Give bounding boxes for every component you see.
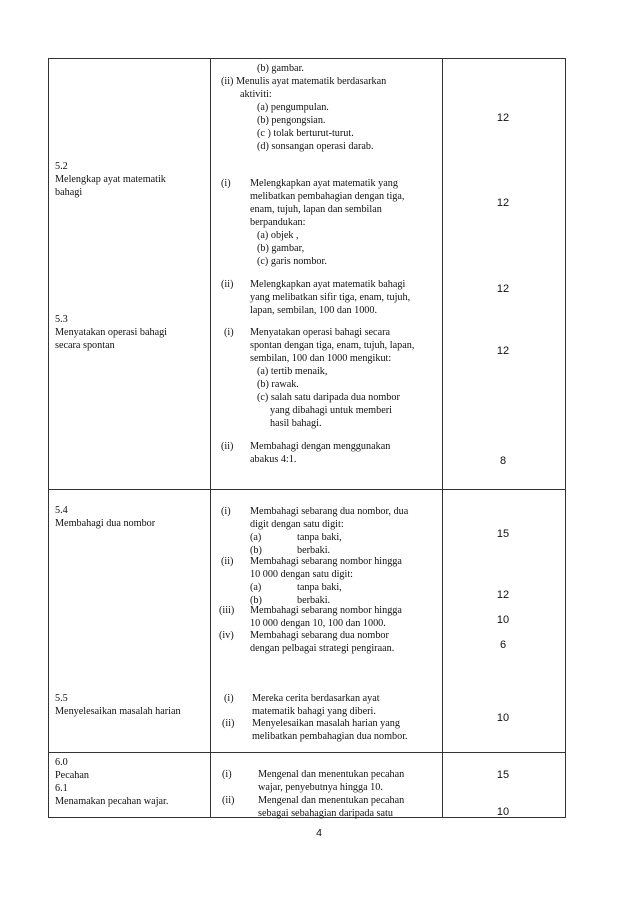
objective-marker: (a) (250, 532, 262, 543)
topic-title: Menyatakan operasi bahagi (55, 327, 168, 338)
objective-line: berbaki. (297, 545, 331, 556)
objective-line: Membahagi sebarang nombor hingga (250, 556, 402, 567)
objective-marker: (i) (221, 506, 231, 517)
topic-title: secara spontan (55, 340, 115, 351)
objective-marker: (b) (250, 545, 262, 556)
objective-line: Melengkapkan ayat matematik bahagi (250, 279, 406, 290)
objective-marker: (ii) (221, 441, 234, 452)
objective-line: (a) objek , (257, 230, 299, 241)
topic-title: Menamakan pecahan wajar. (55, 796, 169, 807)
objective-line: spontan dengan tiga, enam, tujuh, lapan, (250, 340, 415, 351)
objective-line: (a) pengumpulan. (257, 102, 329, 113)
objective-line: yang melibatkan sifir tiga, enam, tujuh, (250, 292, 411, 303)
objective-marker: (iv) (219, 630, 234, 641)
objective-marker: (i) (222, 769, 232, 780)
topic-number: 6.0 (55, 757, 68, 768)
objective-marker: (ii) (221, 556, 234, 567)
row-divider (48, 489, 566, 490)
table-border-top (48, 58, 566, 59)
period-count: 15 (496, 769, 510, 781)
objective-line: abakus 4:1. (250, 454, 297, 465)
objective-line: (b) gambar. (257, 63, 304, 74)
objective-line: lapan, sembilan, 100 dan 1000. (250, 305, 378, 316)
objective-line: hasil bahagi. (270, 418, 322, 429)
objective-line: (ii) Menulis ayat matematik berdasarkan (221, 76, 387, 87)
objective-line: 10 000 dengan satu digit: (250, 569, 353, 580)
period-count: 12 (496, 589, 510, 601)
topic-title: Pecahan (55, 770, 89, 781)
topic-number: 5.5 (55, 693, 68, 704)
objective-line: sembilan, 100 dan 1000 mengikut: (250, 353, 392, 364)
topic-number: 5.4 (55, 505, 68, 516)
topic-number: 5.3 (55, 314, 68, 325)
period-count: 15 (496, 528, 510, 540)
objective-marker: (ii) (221, 279, 234, 290)
topic-title: Menyelesaikan masalah harian (55, 706, 181, 717)
objective-line: Membahagi sebarang dua nombor (250, 630, 389, 641)
objective-marker: (ii) (222, 718, 235, 729)
objective-line: 10 000 dengan 10, 100 dan 1000. (250, 618, 386, 629)
period-count: 12 (496, 112, 510, 124)
page-number: 4 (316, 827, 322, 839)
objective-line: (b) pengongsian. (257, 115, 326, 126)
objective-line: Membahagi sebarang dua nombor, dua (250, 506, 409, 517)
objective-line: Melengkapkan ayat matematik yang (250, 178, 398, 189)
period-count: 10 (496, 614, 510, 626)
objective-line: Menyelesaikan masalah harian yang (252, 718, 400, 729)
objective-line: Mengenal dan menentukan pecahan (258, 795, 405, 806)
objective-line: aktiviti: (240, 89, 272, 100)
column-divider (210, 58, 211, 818)
table-border-right (565, 58, 566, 818)
objective-line: tanpa baki, (297, 582, 342, 593)
period-count: 12 (496, 345, 510, 357)
objective-line: (c) garis nombor. (257, 256, 327, 267)
objective-line: Mereka cerita berdasarkan ayat (252, 693, 380, 704)
period-count: 10 (496, 712, 510, 724)
objective-marker: (i) (224, 327, 234, 338)
objective-marker: (b) (250, 595, 262, 606)
objective-line: enam, tujuh, lapan dan sembilan (250, 204, 382, 215)
objective-marker: (ii) (222, 795, 235, 806)
objective-line: (b) gambar, (257, 243, 305, 254)
period-count: 10 (496, 806, 510, 818)
objective-line: sebagai sebahagian daripada satu (258, 808, 393, 819)
row-divider (48, 752, 566, 753)
objective-line: berbaki. (297, 595, 331, 606)
topic-title: bahagi (55, 187, 83, 198)
period-count: 12 (496, 197, 510, 209)
objective-line: matematik bahagi yang diberi. (252, 706, 376, 717)
objective-line: (d) sonsangan operasi darab. (257, 141, 374, 152)
objective-line: melibatkan pembahagian dengan tiga, (250, 191, 405, 202)
objective-line: Membahagi dengan menggunakan (250, 441, 391, 452)
topic-number: 5.2 (55, 161, 68, 172)
objective-marker: (iii) (219, 605, 235, 616)
objective-marker: (a) (250, 582, 262, 593)
topic-number: 6.1 (55, 783, 68, 794)
period-count: 8 (499, 455, 507, 467)
topic-title: Melengkap ayat matematik (55, 174, 166, 185)
objective-line: Mengenal dan menentukan pecahan (258, 769, 405, 780)
objective-line: Membahagi sebarang nombor hingga (250, 605, 402, 616)
objective-line: (c) salah satu daripada dua nombor (257, 392, 400, 403)
objective-marker: (i) (224, 693, 234, 704)
column-divider (442, 58, 443, 818)
objective-line: digit dengan satu digit: (250, 519, 344, 530)
period-count: 12 (496, 283, 510, 295)
period-count: 6 (499, 639, 507, 651)
objective-line: (c ) tolak berturut-turut. (257, 128, 354, 139)
objective-line: (a) tertib menaik, (257, 366, 328, 377)
objective-line: tanpa baki, (297, 532, 342, 543)
objective-line: yang dibahagi untuk memberi (270, 405, 392, 416)
objective-line: dengan pelbagai strategi pengiraan. (250, 643, 395, 654)
objective-line: wajar, penyebutnya hingga 10. (258, 782, 383, 793)
table-border-left (48, 58, 49, 818)
objective-line: melibatkan pembahagian dua nombor. (252, 731, 408, 742)
objective-marker: (i) (221, 178, 231, 189)
objective-line: berpandukan: (250, 217, 306, 228)
objective-line: (b) rawak. (257, 379, 299, 390)
topic-title: Membahagi dua nombor (55, 518, 156, 529)
objective-line: Menyatakan operasi bahagi secara (250, 327, 391, 338)
